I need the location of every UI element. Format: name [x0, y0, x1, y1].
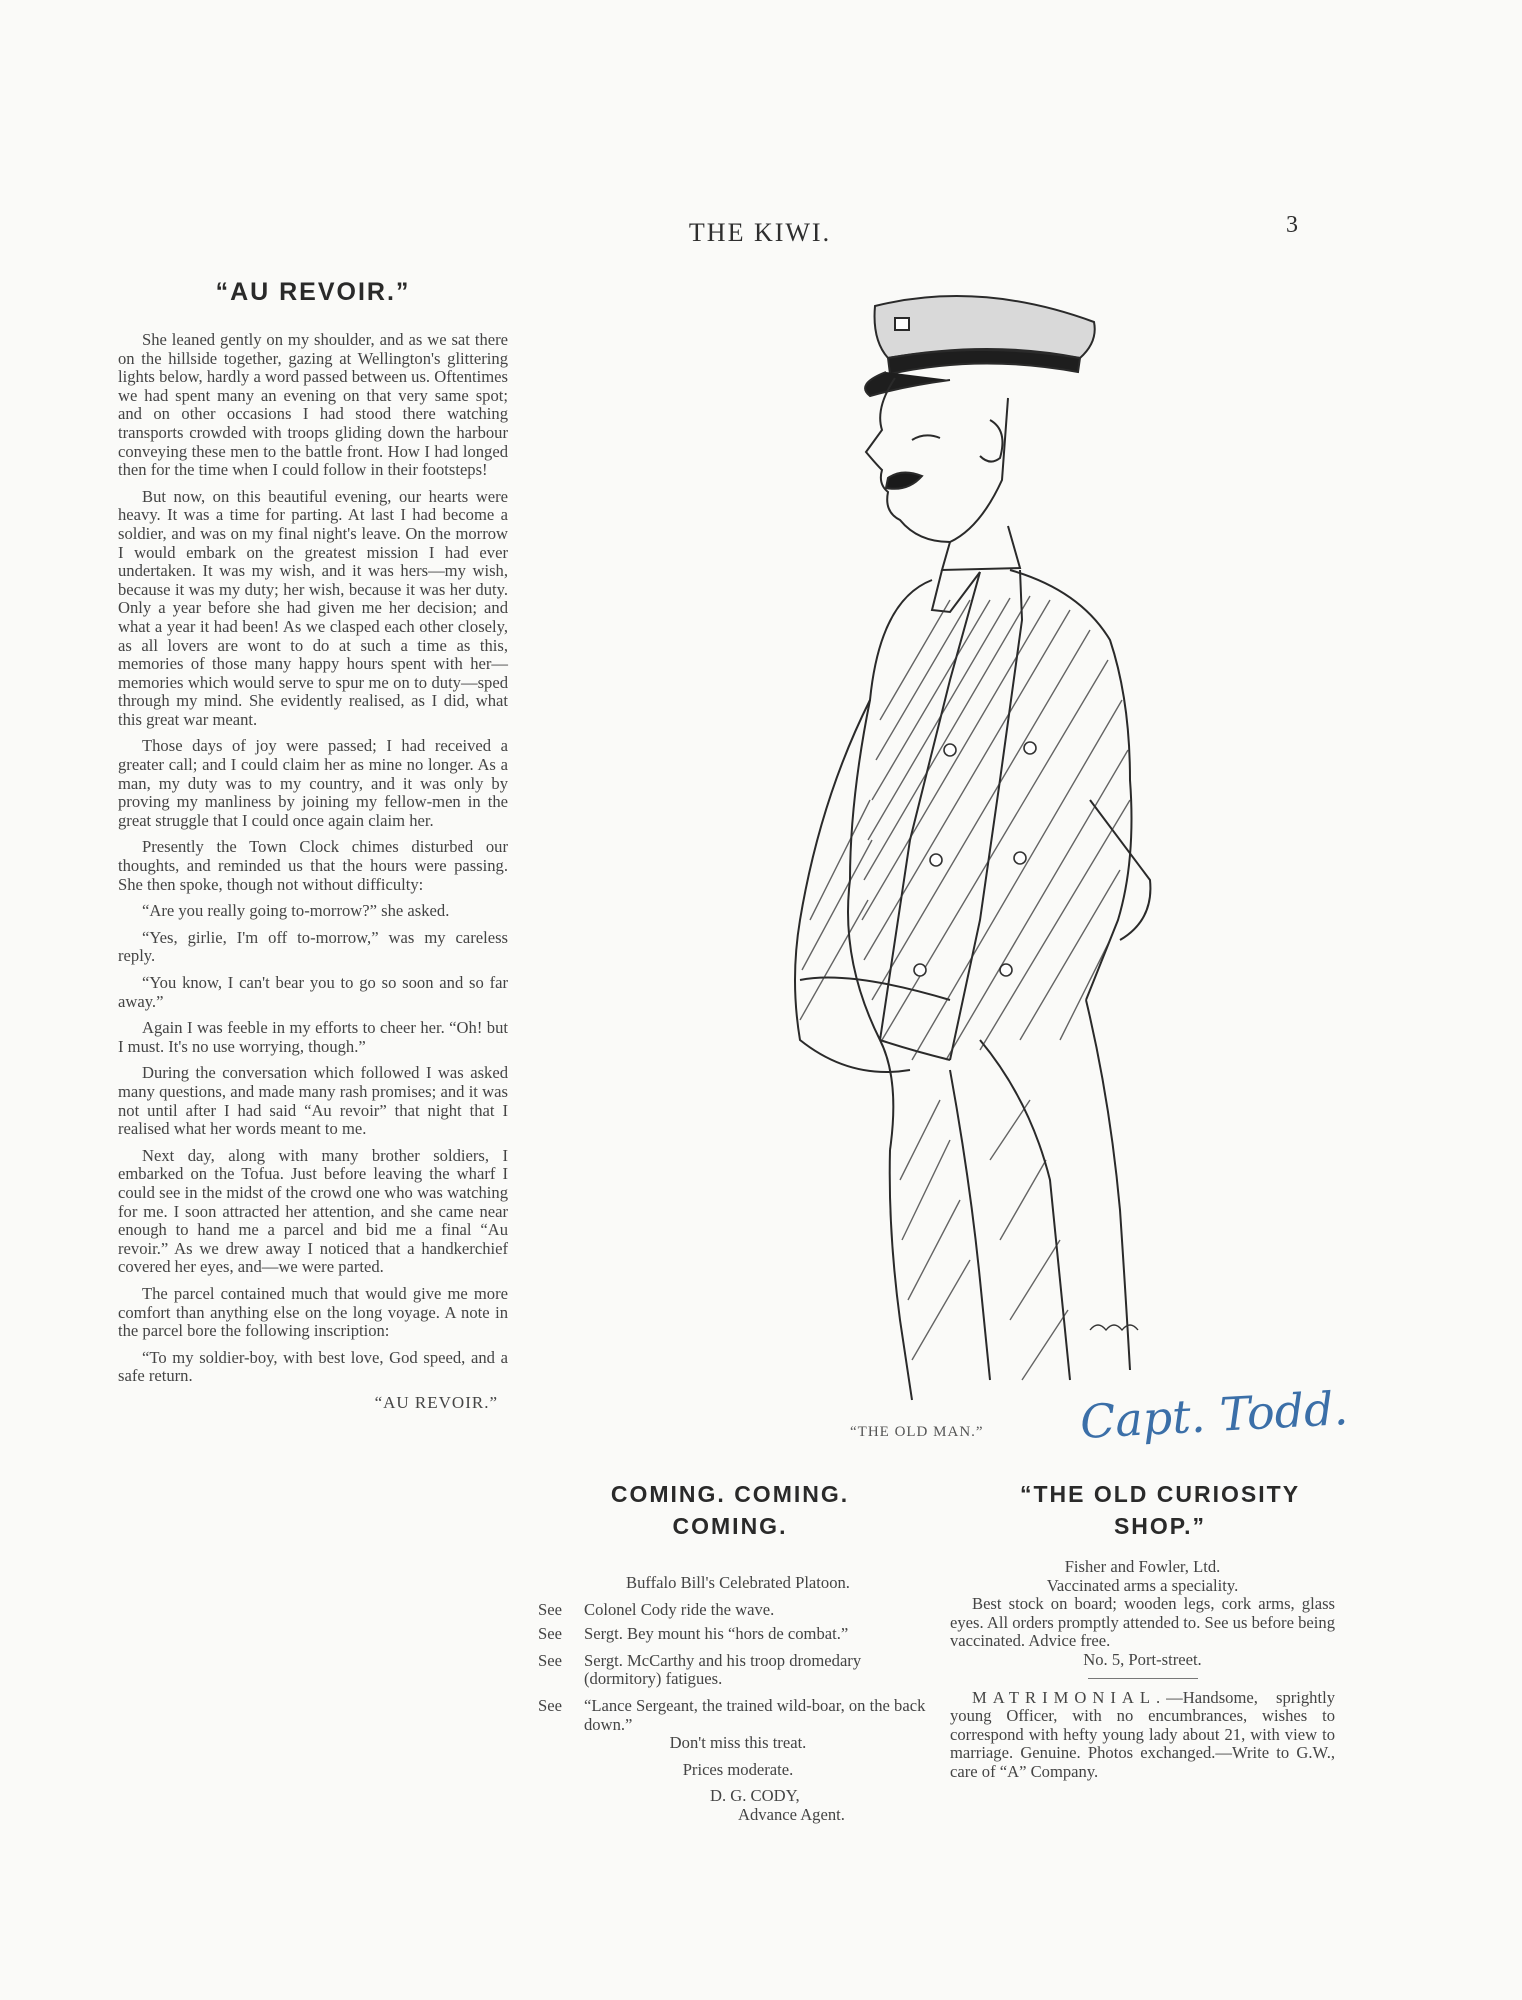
story-title: “AU REVOIR.”: [215, 278, 411, 306]
curiosity-ad-body: [950, 1558, 1335, 1782]
story-paragraph: “To my soldier-boy, with best love, God speed, and a safe return.: [118, 1347, 508, 1386]
story-paragraph: Those days of joy were passed; I had received a greater call; and I could claim her as mine no longer. As a man, my duty was to my country, and it was only by proving my manliness by joining my fellow-men in the great struggle that I could once again claim her.: [118, 736, 508, 830]
coming-ad-title: [560, 1478, 900, 1542]
page-number: 3: [1286, 212, 1298, 238]
curiosity-ad-title-line: SHOP.”: [1113, 1513, 1207, 1539]
story-paragraph: Presently the Town Clock chimes disturbed our thoughts, and reminded us that the hours were passing. She then spoke, though not without difficulty:: [118, 837, 508, 894]
coming-ad-title-line: COMING. COMING.: [610, 1481, 850, 1507]
coming-ad-body: [538, 1574, 938, 1825]
story-paragraph: Again I was feeble in my efforts to cheer her. “Oh! but I must. It's no use worrying, though.”: [118, 1018, 508, 1056]
coming-ad-dont-miss: Don't miss this treat.: [669, 1733, 807, 1753]
see-label: See: [538, 1599, 562, 1619]
story-paragraph: She leaned gently on my shoulder, and as we sat there on the hillside together, gazing at Wellington's glittering lights below, hardly a word passed between us. Oftentimes we had spent many an evening on that very same spot; and on other occasions I had stood there watching transports crowded with troops gliding down the harbour conveying these men to the battle front. How I had longed then for the time when I could follow in their footsteps!: [118, 330, 508, 480]
see-text: Colonel Cody ride the wave.: [584, 1599, 775, 1619]
story-paragraph: Next day, along with many brother soldiers, I embarked on the Tofua. Just before leaving the wharf I could see in the midst of the crowd one who was watching for me. I soon attracted her attention, and she came near enough to hand me a parcel and bid me a final “Au revoir.” As we drew away I noticed that a handkerchief covered her eyes, and—we were parted.: [118, 1145, 508, 1277]
story-signoff: “AU REVOIR.”: [374, 1392, 498, 1412]
coming-ad-signer-role: Advance Agent.: [738, 1804, 845, 1824]
matrimonial-text: —Handsome, sprightly young Officer, with no encumbrances, wishes to correspond with hefty young lady about 21, with view to marriage. Genuine. Photos exchanged.—Write to G.W., care of “A” Company.: [950, 1687, 1335, 1781]
see-label: See: [538, 1624, 562, 1644]
story-paragraph: “Are you really going to-morrow?” she asked.: [142, 901, 450, 921]
story-paragraph: “Yes, girlie, I'm off to-morrow,” was my careless reply.: [118, 927, 508, 966]
coming-ad-title-line: COMING.: [672, 1513, 788, 1539]
coming-ad-item: [538, 1625, 938, 1644]
coming-ad-item: [538, 1601, 938, 1620]
see-label: See: [538, 1650, 562, 1670]
matrimonial-heading: MATRIMONIAL.: [972, 1687, 1167, 1707]
curiosity-ad-text: Best stock on board; wooden legs, cork arms, glass eyes. All orders promptly attended to. See us before being vaccinated. Advice free.: [950, 1594, 1335, 1651]
story-paragraph: But now, on this beautiful evening, our hearts were heavy. It was a time for parting. At last I had become a soldier, and was on my final night's leave. On the morrow I would embark on the greatest mission I had ever undertaken. It was my wish, and it was hers—my wish, because it was my duty; her wish, because it was her duty. Only a year before she had given me her decision; and what a year it had been! As we clasped each other closely, as all lovers are wont to do at such a time as this, memories of those many happy hours spent with her—memories which would serve to spur me on to duty—sped through my mind. She evidently realised, as I did, what this great war meant.: [118, 486, 508, 729]
masthead: THE KIWI.: [688, 218, 832, 247]
story-paragraph: “You know, I can't bear you to go so soon and so far away.”: [118, 973, 508, 1011]
curiosity-ad-title: [950, 1478, 1370, 1542]
officer-illustration: [650, 280, 1410, 1430]
story-paragraph: During the conversation which followed I was asked many questions, and made many rash promises; and it was not until after I had said “Au revoir” that night that I realised what her words meant to me.: [118, 1063, 508, 1139]
matrimonial-ad: [950, 1689, 1335, 1782]
curiosity-ad-address: No. 5, Port-street.: [1083, 1649, 1202, 1669]
illustration-caption: “THE OLD MAN.”: [850, 1424, 984, 1440]
divider: [1088, 1678, 1198, 1679]
coming-ad-prices: Prices moderate.: [682, 1759, 794, 1779]
story-paragraph: The parcel contained much that would give me more comfort than anything else on the long voyage. A note in the parcel bore the following inscription:: [118, 1283, 508, 1341]
curiosity-ad-title-line: “THE OLD CURIOSITY: [1019, 1481, 1301, 1507]
coming-ad-signer: D. G. CODY,: [710, 1786, 800, 1806]
see-label: See: [538, 1695, 562, 1715]
coming-ad-intro: Buffalo Bill's Celebrated Platoon.: [626, 1573, 850, 1592]
coming-ad-item: [538, 1652, 938, 1689]
curiosity-ad-tagline: Vaccinated arms a speciality.: [1046, 1575, 1239, 1595]
curiosity-ad-firm: Fisher and Fowler, Ltd.: [1064, 1557, 1221, 1576]
see-text: “Lance Sergeant, the trained wild-boar, on the back down.”: [584, 1695, 926, 1734]
story-column: [118, 272, 508, 1420]
handwritten-note: Capt. Todd.: [1078, 1381, 1350, 1449]
see-text: Sergt. McCarthy and his troop dromedary (dormitory) fatigues.: [584, 1650, 862, 1689]
see-text: Sergt. Bey mount his “hors de combat.”: [584, 1624, 849, 1644]
coming-ad-item: [538, 1697, 938, 1734]
